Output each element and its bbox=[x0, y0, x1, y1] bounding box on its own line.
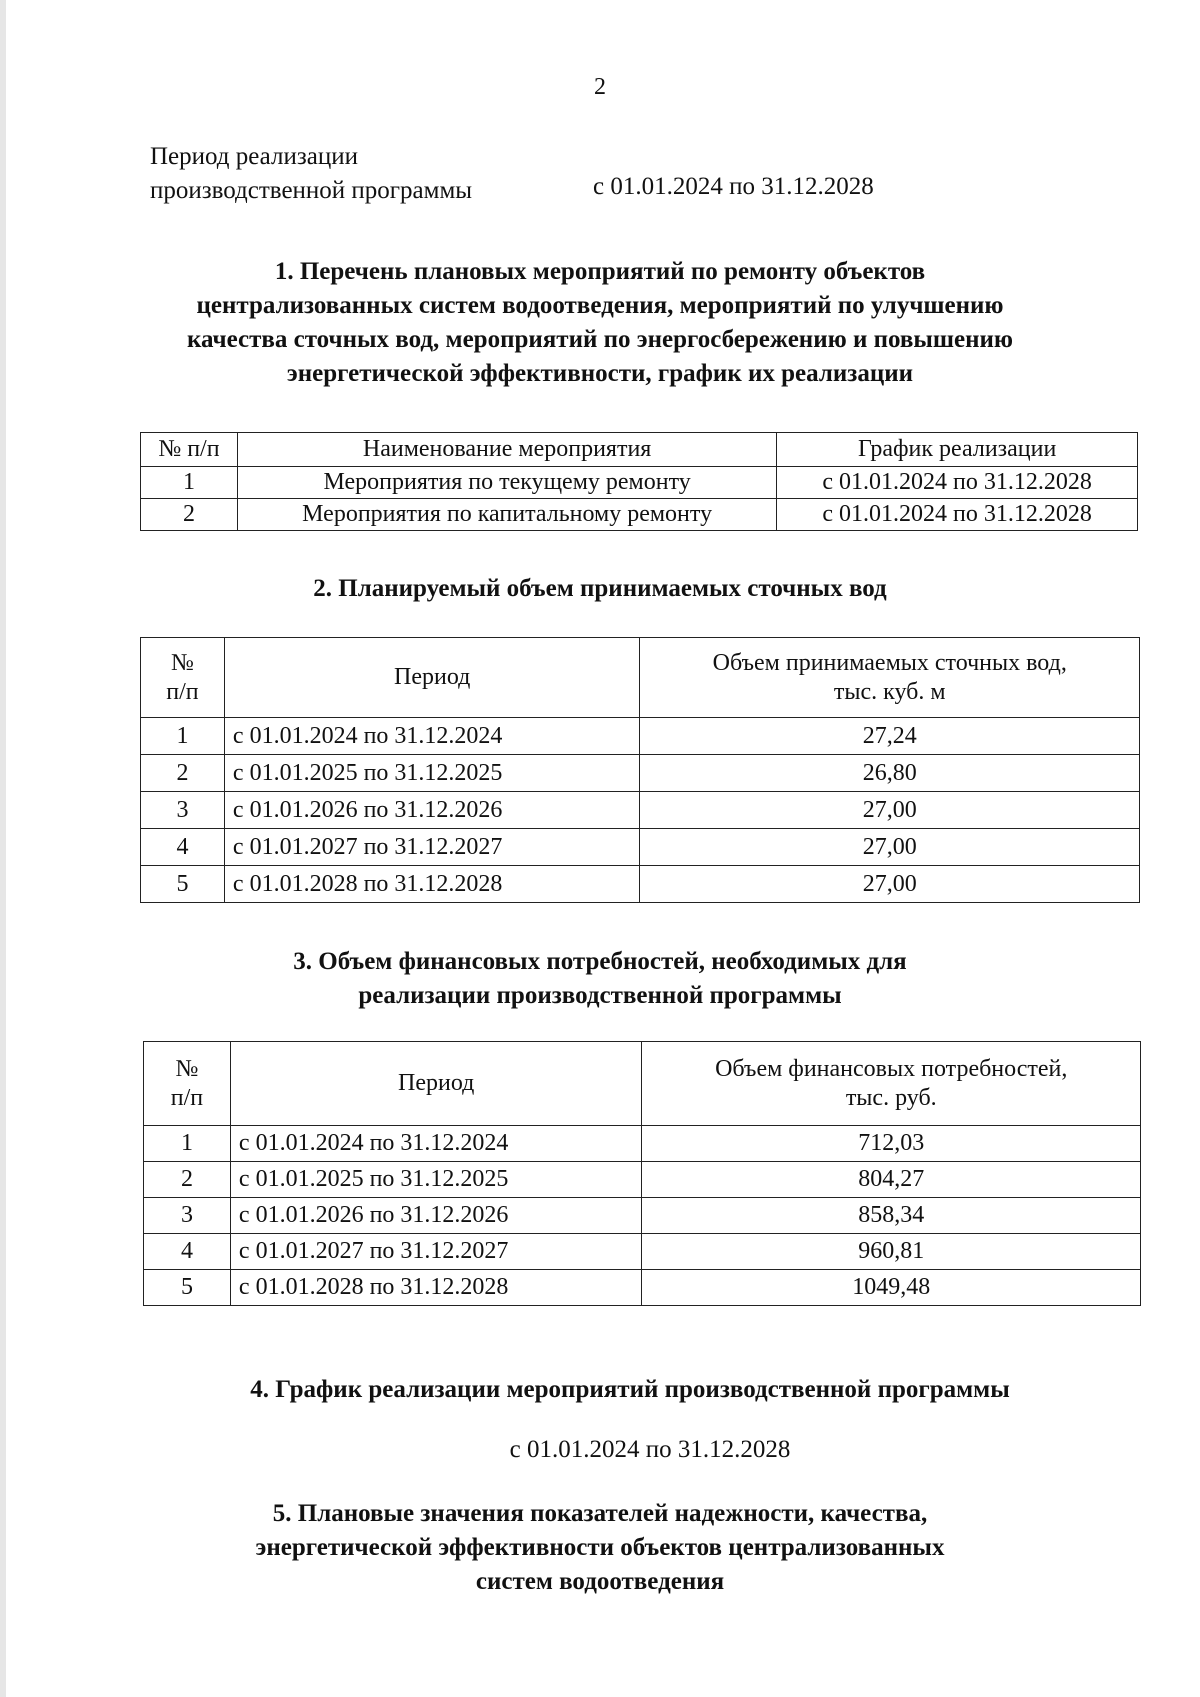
table-row bbox=[144, 1234, 1141, 1270]
cell-volume: 27,00 bbox=[640, 829, 1140, 866]
cell-num: 2 bbox=[141, 499, 238, 531]
cell-period: с 01.01.2028 по 31.12.2028 bbox=[224, 866, 640, 903]
section3-table bbox=[143, 1041, 1141, 1306]
cell-period: с 01.01.2025 по 31.12.2025 bbox=[230, 1162, 642, 1198]
cell-schedule: с 01.01.2024 по 31.12.2028 bbox=[777, 499, 1138, 531]
cell-period: с 01.01.2024 по 31.12.2024 bbox=[230, 1126, 642, 1162]
header-cell-num: № п/п bbox=[141, 433, 238, 467]
header-volume-line2: тыс. куб. м bbox=[833, 678, 946, 705]
cell-schedule: с 01.01.2024 по 31.12.2028 bbox=[777, 467, 1138, 499]
cell-volume: 27,24 bbox=[640, 718, 1140, 755]
table-row bbox=[144, 1126, 1141, 1162]
table-row bbox=[141, 499, 1138, 531]
section1-heading-line: энергетической эффективности, график их реализации bbox=[286, 360, 914, 387]
cell-period: с 01.01.2026 по 31.12.2026 bbox=[230, 1198, 642, 1234]
header-num-line2: п/п bbox=[166, 678, 199, 705]
cell-num: 2 bbox=[141, 755, 225, 792]
cell-num: 4 bbox=[141, 829, 225, 866]
header-num-line2: п/п bbox=[170, 1084, 204, 1111]
table-row bbox=[141, 829, 1140, 866]
period-label-line2: производственной программы bbox=[150, 177, 473, 204]
header-amount-line2: тыс. руб. bbox=[845, 1084, 937, 1111]
table-row bbox=[144, 1198, 1141, 1234]
section4-heading: 4. График реализации мероприятий производственной программы bbox=[250, 1376, 1010, 1403]
cell-period: с 01.01.2027 по 31.12.2027 bbox=[224, 829, 640, 866]
section1-heading bbox=[100, 255, 1100, 391]
table-row bbox=[141, 718, 1140, 755]
cell-period: с 01.01.2026 по 31.12.2026 bbox=[224, 792, 640, 829]
cell-name: Мероприятия по капитальному ремонту bbox=[237, 499, 776, 531]
section1-heading-line: 1. Перечень плановых мероприятий по ремонту объектов bbox=[274, 258, 926, 285]
table-row bbox=[141, 792, 1140, 829]
header-cell-amount bbox=[642, 1042, 1141, 1126]
section2-heading: 2. Планируемый объем принимаемых сточных вод bbox=[313, 575, 887, 602]
section1-heading-line: качества сточных вод, мероприятий по энергосбережению и повышению bbox=[186, 326, 1014, 353]
cell-num: 5 bbox=[141, 866, 225, 903]
period-value: с 01.01.2024 по 31.12.2028 bbox=[593, 173, 874, 200]
header-cell-num bbox=[141, 638, 225, 718]
table-header-row bbox=[141, 433, 1138, 467]
table-row bbox=[144, 1162, 1141, 1198]
section3-heading bbox=[100, 945, 1100, 1013]
header-cell-schedule: График реализации bbox=[777, 433, 1138, 467]
period-label-line1: Период реализации bbox=[150, 143, 358, 170]
scan-edge bbox=[0, 0, 6, 1697]
cell-num: 2 bbox=[144, 1162, 231, 1198]
cell-period: с 01.01.2024 по 31.12.2024 bbox=[224, 718, 640, 755]
table-row bbox=[141, 866, 1140, 903]
cell-amount: 858,34 bbox=[642, 1198, 1141, 1234]
cell-num: 1 bbox=[141, 467, 238, 499]
cell-period: с 01.01.2028 по 31.12.2028 bbox=[230, 1270, 642, 1306]
section5-heading-line: систем водоотведения bbox=[475, 1568, 725, 1595]
cell-period: с 01.01.2025 по 31.12.2025 bbox=[224, 755, 640, 792]
header-cell-num bbox=[144, 1042, 231, 1126]
cell-volume: 27,00 bbox=[640, 866, 1140, 903]
header-cell-period: Период bbox=[224, 638, 640, 718]
section5-heading bbox=[150, 1497, 1050, 1599]
table-header-row bbox=[144, 1042, 1141, 1126]
section5-heading-line: энергетической эффективности объектов централизованных bbox=[255, 1534, 945, 1561]
table-row bbox=[141, 467, 1138, 499]
header-cell-volume bbox=[640, 638, 1140, 718]
period-label bbox=[150, 140, 472, 208]
table-row bbox=[144, 1270, 1141, 1306]
header-cell-period: Период bbox=[230, 1042, 642, 1126]
cell-num: 5 bbox=[144, 1270, 231, 1306]
cell-volume: 26,80 bbox=[640, 755, 1140, 792]
cell-num: 1 bbox=[144, 1126, 231, 1162]
cell-volume: 27,00 bbox=[640, 792, 1140, 829]
section1-heading-line: централизованных систем водоотведения, мероприятий по улучшению bbox=[196, 292, 1004, 319]
section2-table bbox=[140, 637, 1140, 903]
header-num-line1: № bbox=[175, 1055, 199, 1082]
cell-num: 4 bbox=[144, 1234, 231, 1270]
section3-heading-line: 3. Объем финансовых потребностей, необходимых для bbox=[293, 948, 907, 975]
cell-num: 1 bbox=[141, 718, 225, 755]
section4-period: с 01.01.2024 по 31.12.2028 bbox=[509, 1436, 791, 1463]
table-header-row bbox=[141, 638, 1140, 718]
table-row bbox=[141, 755, 1140, 792]
cell-num: 3 bbox=[141, 792, 225, 829]
cell-num: 3 bbox=[144, 1198, 231, 1234]
cell-amount: 960,81 bbox=[642, 1234, 1141, 1270]
cell-name: Мероприятия по текущему ремонту bbox=[237, 467, 776, 499]
section5-heading-line: 5. Плановые значения показателей надежности, качества, bbox=[272, 1500, 928, 1527]
page-number: 2 bbox=[594, 74, 606, 100]
section3-heading-line: реализации производственной программы bbox=[358, 982, 842, 1009]
section1-table bbox=[140, 432, 1138, 531]
header-volume-line1: Объем принимаемых сточных вод, bbox=[712, 649, 1067, 676]
cell-period: с 01.01.2027 по 31.12.2027 bbox=[230, 1234, 642, 1270]
header-amount-line1: Объем финансовых потребностей, bbox=[715, 1055, 1068, 1082]
cell-amount: 712,03 bbox=[642, 1126, 1141, 1162]
cell-amount: 1049,48 bbox=[642, 1270, 1141, 1306]
header-cell-name: Наименование мероприятия bbox=[237, 433, 776, 467]
header-num-line1: № bbox=[171, 649, 194, 676]
cell-amount: 804,27 bbox=[642, 1162, 1141, 1198]
